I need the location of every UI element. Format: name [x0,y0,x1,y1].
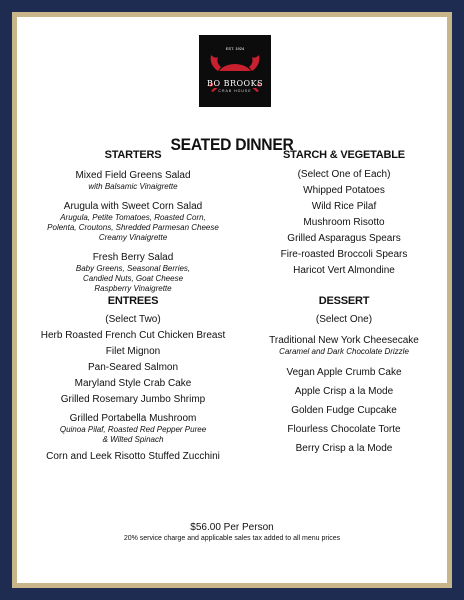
dessert-heading: DESSERT [318,295,370,307]
starter-desc: Arugula, Petite Tomatoes, Roasted Corn, [60,213,206,222]
entree-item: (Select Two) [105,314,161,325]
entree-item: Maryland Style Crab Cake [74,378,192,389]
entree-item: Pan-Seared Salmon [87,362,179,373]
logo-name: BO BROOKS [206,79,264,88]
starch-item: Whipped Potatoes [303,185,385,196]
menu-page [17,17,447,583]
starter-item: Fresh Berry Salad [92,252,174,263]
dessert-item: Traditional New York Cheesecake [269,335,419,346]
entree-item: Corn and Leek Risotto Stuffed Zucchini [46,451,220,462]
dessert-section [239,295,449,458]
dessert-item: Vegan Apple Crumb Cake [286,367,402,378]
starch-item: (Select One of Each) [297,169,391,180]
starter-desc: Candied Nuts, Goat Cheese [82,274,184,283]
dessert-item: Golden Fudge Cupcake [291,405,397,416]
starch-section [239,149,449,279]
starters-section [27,149,239,294]
starter-desc: Creamy Vinaigrette [98,233,168,242]
starter-desc: Baby Greens, Seasonal Berries, [75,264,191,273]
entree-item: Herb Roasted French Cut Chicken Breast [40,330,226,341]
starter-item: Mixed Field Greens Salad [75,170,191,181]
dessert-item: Flourless Chocolate Torte [287,424,401,435]
starter-desc: Polenta, Croutons, Shredded Parmesan Cheese [47,223,219,232]
starter-desc: Raspberry Vinaigrette [94,284,172,293]
starch-item: Haricot Vert Almondine [293,265,395,276]
dessert-item: Berry Crisp a la Mode [295,443,393,454]
starch-item: Wild Rice Pilaf [311,201,377,212]
entree-desc: & Wilted Spinach [102,435,164,444]
restaurant-logo [199,35,271,107]
starch-item: Grilled Asparagus Spears [287,233,401,244]
dessert-desc: Caramel and Dark Chocolate Drizzle [279,347,409,356]
starch-item: Fire-roasted Broccoli Spears [280,249,408,260]
starter-item: Arugula with Sweet Corn Salad [63,201,203,212]
menu-title: SEATED DINNER [170,135,294,154]
starch-item: Mushroom Risotto [303,217,385,228]
entrees-section [27,295,239,463]
logo-subtitle: CRAB HOUSE [218,89,252,93]
dessert-item: Apple Crisp a la Mode [294,386,394,397]
price-per-person: $56.00 Per Person [190,522,274,533]
logo-est: EST. 1924 [225,46,245,51]
starch-heading: STARCH & VEGETABLE [283,149,405,161]
service-charge-note: 20% service charge and applicable sales tax added to all menu prices [123,535,341,542]
starter-desc: with Balsamic Vinaigrette [88,182,178,191]
starters-heading: STARTERS [104,149,162,161]
dessert-select: (Select One) [315,314,373,325]
entree-item: Grilled Rosemary Jumbo Shrimp [60,394,206,405]
entree-item: Filet Mignon [105,346,161,357]
entree-item: Grilled Portabella Mushroom [69,413,197,424]
entree-desc: Quinoa Pilaf, Roasted Red Pepper Puree [59,425,207,434]
entrees-heading: ENTREES [107,295,159,307]
